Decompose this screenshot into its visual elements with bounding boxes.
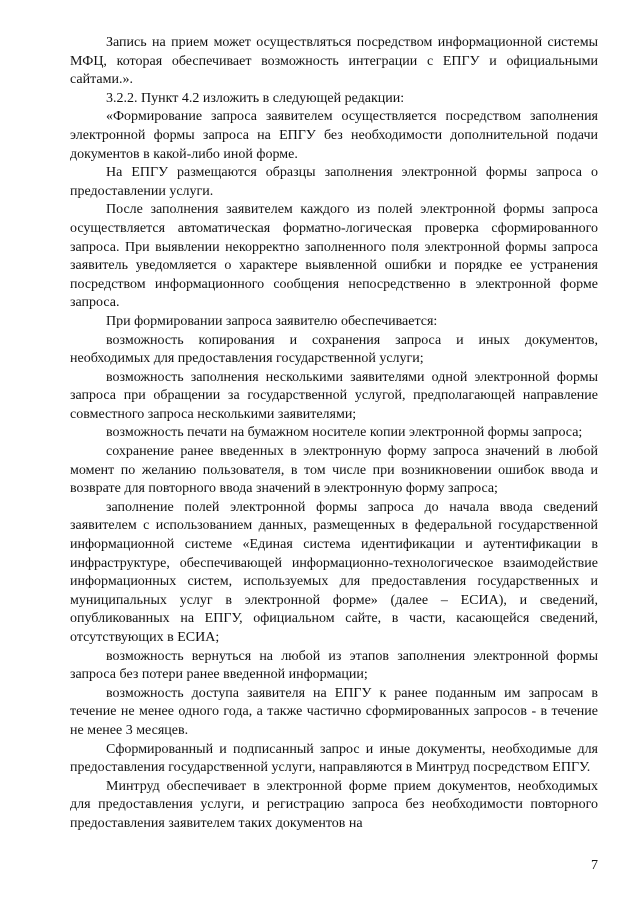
list-item-print-copy: возможность печати на бумажном носителе копии электронной формы запроса; bbox=[106, 425, 583, 441]
paragraph-request-formation: «Формирование запроса заявителем осуществляется посредством заполнения электронной формы запроса на ЕПГУ без необходимости дополнительной подачи документов в какой-либо иной форме. bbox=[70, 109, 598, 162]
list-item-return-to-step: возможность вернуться на любой из этапов заполнения электронной формы запроса без потери ранее введенной информации; bbox=[70, 648, 598, 683]
paragraph-clause-3-2-2: 3.2.2. Пункт 4.2 изложить в следующей редакции: bbox=[106, 90, 405, 106]
list-item-esia-prefill: заполнение полей электронной формы запроса до начала ввода сведений заявителем с использованием данных, размещенных в федеральной государственной информационной системе «Единая система идентификации и аутентификации в инфраструктуре, обеспечивающей информационно-технологическое взаимодействие информационных систем, используемых для предоставления государственных и муниципальных услуг в электронной форме» (далее – ЕСИА), и сведений, опубликованных на ЕПГУ, официальном сайте, в части, касающейся сведений, отсутствующих в ЕСИА; bbox=[70, 499, 598, 645]
list-item-multiple-applicants: возможность заполнения несколькими заявителями одной электронной формы запроса при обращении за государственной услугой, предполагающей направление совместного запроса несколькими заявителями; bbox=[70, 369, 598, 422]
document-body bbox=[70, 34, 598, 834]
paragraph-form-samples: На ЕПГУ размещаются образцы заполнения электронной формы запроса о предоставлении услуги. bbox=[70, 165, 598, 199]
paragraph-mintrud-acceptance: Минтруд обеспечивает в электронной форме прием документов, необходимых для предоставления услуги, и регистрацию запроса без необходимости повторного предоставления заявителем таких документов на bbox=[70, 778, 598, 831]
paragraph-submission-mintrud: Сформированный и подписанный запрос и иные документы, необходимые для предоставления государственной услуги, направляются в Минтруд посредством ЕПГУ. bbox=[70, 741, 598, 776]
list-item-save-values: сохранение ранее введенных в электронную форму запроса значений в любой момент по желанию пользователя, в том числе при возникновении ошибок ввода и возврате для повторного ввода значений в электронную форму запроса; bbox=[70, 444, 598, 497]
page-number: 7 bbox=[591, 858, 598, 873]
paragraph-applicant-provided: При формировании запроса заявителю обеспечивается: bbox=[106, 313, 438, 329]
list-item-copy-save: возможность копирования и сохранения запроса и иных документов, необходимых для предоставления государственной услуги; bbox=[70, 332, 598, 367]
list-item-access-requests: возможность доступа заявителя на ЕПГУ к ранее поданным им запросам в течение не менее одного года, а также частично сформированных запросов - в течение не менее 3 месяцев. bbox=[70, 685, 598, 738]
paragraph-mfc-appointment: Запись на прием может осуществляться посредством информационной системы МФЦ, которая обеспечивает возможность интеграции с ЕПГУ и официальными сайтами.». bbox=[70, 35, 598, 88]
paragraph-format-logical-check: После заполнения заявителем каждого из полей электронной формы запроса осуществляется автоматическая форматно-логическая проверка сформированного запроса. При выявлении некорректно заполненного поля электронной формы запроса заявитель уведомляется о характере выявленной ошибки и порядке ее устранения посредством информационного сообщения непосредственно в электронной форме запроса. bbox=[70, 202, 598, 311]
